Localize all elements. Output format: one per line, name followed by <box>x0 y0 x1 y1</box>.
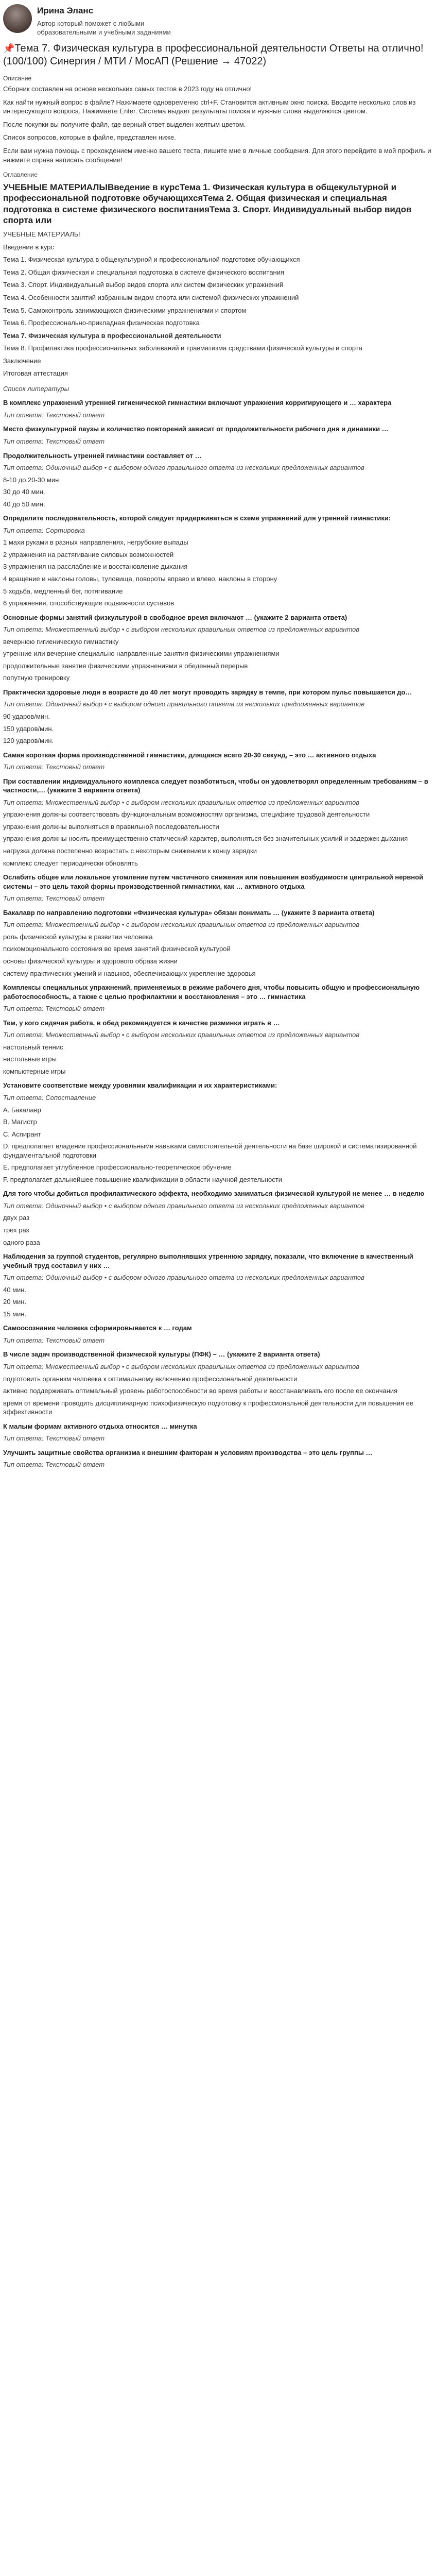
answer-option: 5 ходьба, медленный бег, потягивание <box>3 587 123 595</box>
answer-option: 120 ударов/мин. <box>3 737 54 745</box>
toc-item[interactable]: Тема 6. Профессионально-прикладная физическая подготовка <box>3 319 200 327</box>
toc-item[interactable]: Тема 5. Самоконтроль занимающихся физическими упражнениями и спортом <box>3 306 247 314</box>
question <box>3 398 433 419</box>
question-type: Тип ответа: Множественный выбор • с выбором нескольких правильных ответов из предложенных вариантов <box>3 1363 360 1370</box>
answer-option: настольные игры <box>3 1055 57 1063</box>
question-type: Тип ответа: Одиночный выбор • с выбором одного правильного ответа из нескольких предложенных вариантов <box>3 1274 364 1282</box>
answer-option: нагрузка должна постепенно возрастать с некоторым снижением к концу зарядки <box>3 847 257 855</box>
question <box>3 514 433 607</box>
toc-item[interactable]: Тема 1. Физическая культура в общекультурной и профессиональной подготовке обучающихся <box>3 256 300 264</box>
answer-option: F. предполагает дальнейшее повышение квалификации в области научной деятельности <box>3 1175 282 1183</box>
answer-option: упражнения должны выполняться в правильной последовательности <box>3 822 219 831</box>
toc-item[interactable]: Тема 3. Спорт. Индивидуальный выбор видов спорта или систем физических упражнений <box>3 281 284 289</box>
description-paragraph: После покупки вы получите файл, где верный ответ выделен желтым цветом. <box>3 120 246 128</box>
answer-option: упражнения должны соответствовать функциональным возможностям организма, специфике трудовой деятельности <box>3 810 370 819</box>
answer-option: 20 мин. <box>3 1298 27 1306</box>
description-paragraph: Как найти нужный вопрос в файле? Нажимаете одновременно ctrl+F. Становится активным окно поиска. Вводите несколько слов из интересующего вопроса. Нажимаете Enter. Система выдает результаты поиска и нужные слова выделяются цветом. <box>3 98 416 115</box>
question-title: Определите последовательность, которой следует придерживаться в схеме упражнений для утренней гимнастики: <box>3 514 391 522</box>
question-type: Тип ответа: Сопоставление <box>3 1093 96 1101</box>
references-label: Список литературы <box>3 384 69 393</box>
answer-option: D. предполагает владение профессиональными навыками самостоятельной деятельности на базе широкой и систематизированной фундаментальной подготовки <box>3 1142 417 1159</box>
question <box>3 1422 433 1443</box>
author-name[interactable]: Ирина Эланс <box>37 6 94 15</box>
question-title: Место физкультурной паузы и количество повторений зависит от продолжительности рабочего дня и динамики … <box>3 425 389 433</box>
answer-option: 40 мин. <box>3 1285 27 1294</box>
question <box>3 1448 433 1469</box>
description-paragraphs <box>3 84 433 164</box>
answer-option: одного раза <box>3 1238 40 1246</box>
answer-option: 8-10 до 20-30 мин <box>3 476 59 484</box>
answer-option: основы физической культуры и здорового образа жизни <box>3 957 178 965</box>
answer-option: 4 вращение и наклоны головы, туловища, повороты вправо и влево, наклоны в сторону <box>3 575 277 583</box>
question-type: Тип ответа: Одиночный выбор • с выбором одного правильного ответа из нескольких предложенных вариантов <box>3 700 364 708</box>
answer-option: роль физической культуры в развитии человека <box>3 933 153 941</box>
toc-item[interactable]: Заключение <box>3 357 41 365</box>
question-type: Тип ответа: Текстовый ответ <box>3 437 105 445</box>
answer-option: упражнения должны носить преимущественно статический характер, выполняться без значительных усилий и задержек дыхания <box>3 835 408 843</box>
question-type: Тип ответа: Одиночный выбор • с выбором одного правильного ответа из нескольких предложенных вариантов <box>3 464 364 472</box>
question-title: В числе задач производственной физической культуры (ПФК) – … (укажите 2 варианта ответа) <box>3 1350 320 1359</box>
question-type: Тип ответа: Текстовый ответ <box>3 411 105 419</box>
toc-item[interactable]: Тема 2. Общая физическая и специальная подготовка в системе физического воспитания <box>3 268 285 276</box>
question <box>3 1350 433 1416</box>
question <box>3 688 433 745</box>
question <box>3 1252 433 1318</box>
question <box>3 425 433 446</box>
question-title: К малым формам активного отдыха относится … минутка <box>3 1422 197 1430</box>
description-paragraph: Если вам нужна помощь с прохождением именно вашего теста, пишите мне в личные сообщения. Для этого перейдите в мой профиль и нажмите справа написать сообщение! <box>3 146 431 164</box>
question-title: Самая короткая форма производственной гимнастики, длящаяся всего 20-30 секунд, – это … активного отдыха <box>3 751 376 759</box>
author-description: Автор который поможет с любыми образовательными и учебными заданиями <box>37 19 171 37</box>
answer-option: двух раз <box>3 1214 30 1222</box>
question-title: Для того чтобы добиться профилактического эффекта, необходимо заниматься физической культурой не менее … в неделю <box>3 1190 425 1198</box>
question-title: При составлении индивидуального комплекса следует позаботиться, чтобы он удовлетворял определенным требованиям – в частности,… (укажите 3 варианта ответа) <box>3 777 428 794</box>
author-info <box>37 4 191 37</box>
question-type: Тип ответа: Текстовый ответ <box>3 1336 105 1344</box>
question-type: Тип ответа: Множественный выбор • с выбором нескольких правильных ответов из предложенных вариантов <box>3 921 360 929</box>
answer-option: систему практических умений и навыков, обеспечивающих укрепление здоровья <box>3 969 256 977</box>
question-type: Тип ответа: Текстовый ответ <box>3 1005 105 1013</box>
question <box>3 613 433 683</box>
toc-item[interactable]: Тема 8. Профилактика профессиональных заболеваний и травматизма средствами физической культуры и спорта <box>3 344 362 352</box>
question-title: Основные формы занятий физкультурой в свободное время включают … (укажите 2 варианта ответа) <box>3 613 347 621</box>
question-type: Тип ответа: Сортировка <box>3 526 85 534</box>
answer-option: 30 до 40 мин. <box>3 488 45 496</box>
answer-option: B. Магистр <box>3 1118 37 1126</box>
question <box>3 451 433 509</box>
avatar[interactable] <box>3 4 32 33</box>
answer-option: продолжительные занятия физическими упражнениями в обеденный перерыв <box>3 662 248 670</box>
answer-option: компьютерные игры <box>3 1067 66 1075</box>
answer-option: подготовить организм человека к оптимальному включению профессиональной деятельности <box>3 1375 298 1383</box>
question-type: Тип ответа: Одиночный выбор • с выбором одного правильного ответа из нескольких предложенных вариантов <box>3 1201 364 1210</box>
question-title: Самоосознание человека сформировывается к … годам <box>3 1324 192 1332</box>
answer-option: A. Бакалавр <box>3 1106 41 1114</box>
question-type: Тип ответа: Текстовый ответ <box>3 763 105 771</box>
page-title <box>3 42 433 68</box>
question-type: Тип ответа: Текстовый ответ <box>3 1461 105 1469</box>
answer-option: 15 мин. <box>3 1310 27 1318</box>
question-type: Тип ответа: Множественный выбор • с выбором нескольких правильных ответов из предложенных вариантов <box>3 798 360 806</box>
question-title: Бакалавр по направлению подготовки «Физическая культура» обязан понимать … (укажите 3 варианта ответа) <box>3 908 375 917</box>
answer-option: настольный теннис <box>3 1043 63 1051</box>
question-list <box>3 398 433 1469</box>
answer-option: трех раз <box>3 1226 29 1234</box>
question <box>3 1189 433 1247</box>
question-type: Тип ответа: Текстовый ответ <box>3 894 105 903</box>
page-title-text: Тема 7. Физическая культура в профессиональной деятельности Ответы на отлично! (100/100) Синергия / МТИ / МосАП (Решение → 47022) <box>3 43 424 67</box>
author-block <box>3 4 433 37</box>
toc-item[interactable]: Итоговая аттестация <box>3 369 68 378</box>
answer-option: время от времени проводить дисциплинарную психофизическую подготовку к профессиональной деятельности для повышения ее эффективности <box>3 1399 414 1416</box>
question-type: Тип ответа: Множественный выбор • с выбором нескольких правильных ответов из предложенных вариантов <box>3 1031 360 1039</box>
answer-option: активно поддерживать оптимальный уровень работоспособности во время работы и восстанавливать его после ее окончания <box>3 1387 398 1395</box>
question-title: Тем, у кого сидячая работа, в обед рекомендуется в качестве разминки играть в … <box>3 1019 280 1027</box>
toc-item[interactable]: Введение в курс <box>3 243 54 251</box>
toc-list <box>3 230 433 378</box>
answer-option: 40 до 50 мин. <box>3 500 45 508</box>
answer-option: утренние или вечерние специально направленные занятия физическими упражнениями <box>3 650 280 658</box>
answer-option: психомоционального состояния во время занятий физической культурой <box>3 945 231 953</box>
question <box>3 983 433 1013</box>
answer-option: попутную тренировку <box>3 674 70 682</box>
description-paragraph: Список вопросов, которые в файле, представлен ниже. <box>3 133 176 142</box>
answer-option: 3 упражнения на расслабление и восстановление дыхания <box>3 563 188 571</box>
toc-heading: УЧЕБНЫЕ МАТЕРИАЛЫВведение в курсТема 1. Физическая культура в общекультурной и профессиональной подготовке обучающихсяТема 2. Общая физическая и специальная подготовка в системе физического воспитанияТема 3. Спорт. Индивидуальный выбор видов спорта или <box>3 182 412 225</box>
question-title: Продолжительность утренней гимнастики составляет от … <box>3 451 202 460</box>
question <box>3 873 433 903</box>
pin-icon: 📌 <box>3 43 15 54</box>
answer-option: 2 упражнения на растягивание силовых возможностей <box>3 550 174 558</box>
question <box>3 751 433 772</box>
question <box>3 777 433 868</box>
answer-option: комплекс следует периодически обновлять <box>3 859 138 867</box>
question <box>3 908 433 978</box>
question <box>3 1081 433 1184</box>
description-paragraph: Сборник составлен на основе нескольких самых тестов в 2023 году на отлично! <box>3 85 252 93</box>
toc-item[interactable]: УЧЕБНЫЕ МАТЕРИАЛЫ <box>3 230 80 239</box>
question-type: Тип ответа: Множественный выбор • с выбором нескольких правильных ответов из предложенных вариантов <box>3 625 360 634</box>
toc-item[interactable]: Тема 4. Особенности занятий избранным видом спорта или системой физических упражнений <box>3 293 299 301</box>
question-title: Ослабить общее или локальное утомление путем частичного снижения или повышения возбудимости центральной нервной системы – это цель такой формы производственной гимнастики, как … активного отдыха <box>3 873 424 890</box>
answer-option: 150 ударов/мин. <box>3 724 54 733</box>
question-title: Улучшить защитные свойства организма к внешним факторам и условиям производства – это цель группы … <box>3 1448 373 1456</box>
answer-option: C. Аспирант <box>3 1130 41 1138</box>
answer-option: E. предполагает углубленное профессионально-теоретическое обучение <box>3 1163 232 1172</box>
question-title: Практически здоровые люди в возрасте до 40 лет могут проводить зарядку в темпе, при котором пульс повышается до… <box>3 688 412 696</box>
answer-option: 1 мaxи руками в разных направлениях, негрубoкие выпады <box>3 538 188 547</box>
answer-option: 90 ударов/мин. <box>3 713 50 721</box>
answer-option: вечернюю гигиеническую гимнастику <box>3 637 119 646</box>
question <box>3 1019 433 1076</box>
question-title: Наблюдения за группой студентов, регулярно выполнявших утреннюю зарядку, показали, что включение в качественный учебный труд составил у них … <box>3 1252 413 1269</box>
answer-option: 6 упражнения, способствующие подвижности суставов <box>3 599 175 607</box>
toc-label: Оглавление <box>3 171 38 179</box>
description-label: Описание <box>3 75 32 82</box>
question-type: Тип ответа: Текстовый ответ <box>3 1434 105 1443</box>
question <box>3 1324 433 1345</box>
toc-item[interactable]: Тема 7. Физическая культура в профессиональной деятельности <box>3 331 221 340</box>
question-title: Комплексы специальных упражнений, применяемых в режиме рабочего дня, чтобы повысить общую и профессиональную работоспособность, а также с целью профилактики и восстановления – это … гимнастика <box>3 984 420 1001</box>
question-title: В комплекс упражнений утренней гигиенической гимнастики включают упражнения корригирующего и … характера <box>3 399 392 407</box>
question-title: Установите соответствие между уровнями квалификации и их характеристиками: <box>3 1081 277 1090</box>
